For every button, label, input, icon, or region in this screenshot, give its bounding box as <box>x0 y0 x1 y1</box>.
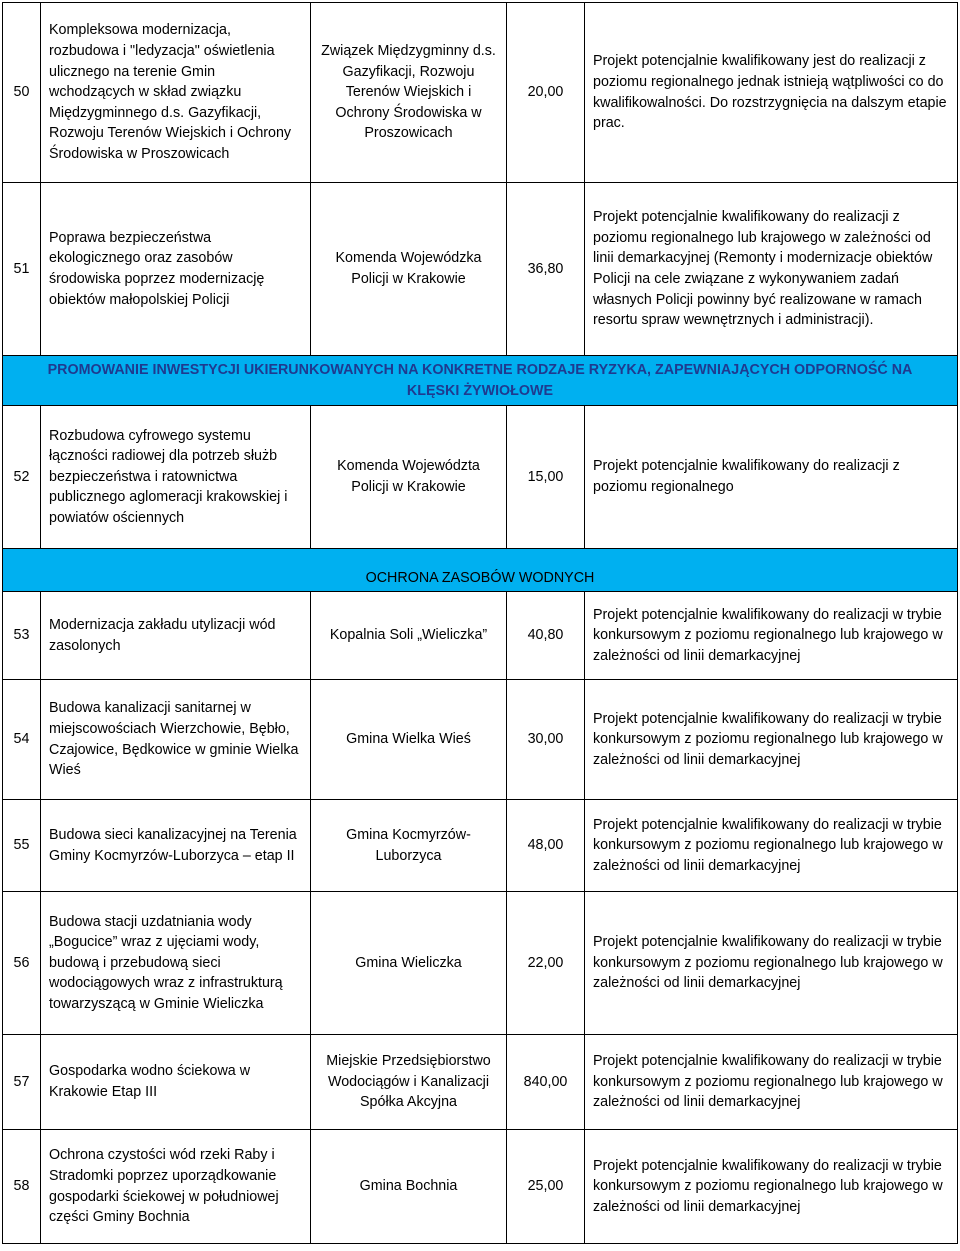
project-name: Gospodarka wodno ściekowa w Krakowie Etap III <box>41 1035 311 1130</box>
section-header <box>3 356 958 406</box>
beneficiary: Gmina Wielka Wieś <box>311 680 507 800</box>
amount: 840,00 <box>507 1035 585 1130</box>
project-name: Rozbudowa cyfrowego systemu łączności radiowej dla potrzeb służb bezpieczeństwa i ratownictwa publicznego aglomeracji krakowskiej i powiatów ościennych <box>41 406 311 549</box>
amount: 30,00 <box>507 680 585 800</box>
row-number: 55 <box>3 800 41 892</box>
project-name: Budowa stacji uzdatniania wody „Bogucice” wraz z ujęciami wody, budową i przebudową sieci wodociągowych wraz z infrastrukturą towarzyszącą w Gminie Wieliczka <box>41 892 311 1035</box>
table-row <box>3 892 958 1035</box>
row-number: 53 <box>3 592 41 680</box>
amount: 20,00 <box>507 3 585 183</box>
amount: 48,00 <box>507 800 585 892</box>
table-row <box>3 1035 958 1130</box>
assessment: Projekt potencjalnie kwalifikowany do realizacji z poziomu regionalnego <box>585 406 958 549</box>
table-row <box>3 800 958 892</box>
row-number: 51 <box>3 183 41 356</box>
project-name: Modernizacja zakładu utylizacji wód zasolonych <box>41 592 311 680</box>
section-title: OCHRONA ZASOBÓW WODNYCH <box>3 549 958 592</box>
beneficiary: Miejskie Przedsiębiorstwo Wodociągów i Kanalizacji Spółka Akcyjna <box>311 1035 507 1130</box>
table-row <box>3 406 958 549</box>
beneficiary: Kopalnia Soli „Wieliczka” <box>311 592 507 680</box>
row-number: 58 <box>3 1130 41 1244</box>
project-name: Kompleksowa modernizacja, rozbudowa i "ledyzacja" oświetlenia ulicznego na terenie Gmin wchodzących w skład związku Międzygminnego d.s. Gazyfikacji, Rozwoju Terenów Wiejskich i Ochrony Środowiska w Proszowicach <box>41 3 311 183</box>
assessment: Projekt potencjalnie kwalifikowany do realizacji w trybie konkursowym z poziomu regionalnego lub krajowego w zależności od linii demarkacyjnej <box>585 1035 958 1130</box>
amount: 36,80 <box>507 183 585 356</box>
project-name: Poprawa bezpieczeństwa ekologicznego oraz zasobów środowiska poprzez modernizację obiektów małopolskiej Policji <box>41 183 311 356</box>
assessment: Projekt potencjalnie kwalifikowany do realizacji z poziomu regionalnego lub krajowego w zależności od linii demarkacyjnej (Remonty i modernizacje obiektów Policji na cele związane z wykonywaniem zadań własnych Policji powinny być realizowane w ramach resortu spraw wewnętrznych i administracji). <box>585 183 958 356</box>
section-title: PROMOWANIE INWESTYCJI UKIERUNKOWANYCH NA KONKRETNE RODZAJE RYZYKA, ZAPEWNIAJĄCYCH ODPORNOŚĆ NA KLĘSKI ŻYWIOŁOWE <box>3 356 958 406</box>
assessment: Projekt potencjalnie kwalifikowany do realizacji w trybie konkursowym z poziomu regionalnego lub krajowego w zależności od linii demarkacyjnej <box>585 592 958 680</box>
assessment: Projekt potencjalnie kwalifikowany do realizacji w trybie konkursowym z poziomu regionalnego lub krajowego w zależności od linii demarkacyjnej <box>585 892 958 1035</box>
beneficiary: Gmina Kocmyrzów-Luborzyca <box>311 800 507 892</box>
row-number: 56 <box>3 892 41 1035</box>
beneficiary: Komenda Województa Policji w Krakowie <box>311 406 507 549</box>
amount: 22,00 <box>507 892 585 1035</box>
section-header <box>3 549 958 592</box>
table-row <box>3 3 958 183</box>
projects-table <box>2 2 958 1244</box>
table-row <box>3 183 958 356</box>
amount: 15,00 <box>507 406 585 549</box>
table-row <box>3 1130 958 1244</box>
project-name: Budowa kanalizacji sanitarnej w miejscowościach Wierzchowie, Bębło, Czajowice, Będkowice w gminie Wielka Wieś <box>41 680 311 800</box>
assessment: Projekt potencjalnie kwalifikowany do realizacji w trybie konkursowym z poziomu regionalnego lub krajowego w zależności od linii demarkacyjnej <box>585 800 958 892</box>
row-number: 54 <box>3 680 41 800</box>
amount: 25,00 <box>507 1130 585 1244</box>
beneficiary: Gmina Bochnia <box>311 1130 507 1244</box>
table-row <box>3 592 958 680</box>
row-number: 52 <box>3 406 41 549</box>
assessment: Projekt potencjalnie kwalifikowany do realizacji w trybie konkursowym z poziomu regionalnego lub krajowego w zależności od linii demarkacyjnej <box>585 1130 958 1244</box>
row-number: 50 <box>3 3 41 183</box>
beneficiary: Komenda Wojewódzka Policji w Krakowie <box>311 183 507 356</box>
row-number: 57 <box>3 1035 41 1130</box>
beneficiary: Gmina Wieliczka <box>311 892 507 1035</box>
assessment: Projekt potencjalnie kwalifikowany do realizacji w trybie konkursowym z poziomu regionalnego lub krajowego w zależności od linii demarkacyjnej <box>585 680 958 800</box>
beneficiary: Związek Międzygminny d.s. Gazyfikacji, Rozwoju Terenów Wiejskich i Ochrony Środowiska w Proszowicach <box>311 3 507 183</box>
assessment: Projekt potencjalnie kwalifikowany jest do realizacji z poziomu regionalnego jednak istnieją wątpliwości co do kwalifikowalności. Do rozstrzygnięcia na dalszym etapie prac. <box>585 3 958 183</box>
project-name: Ochrona czystości wód rzeki Raby i Stradomki poprzez uporządkowanie gospodarki ściekowej w południowej części Gminy Bochnia <box>41 1130 311 1244</box>
amount: 40,80 <box>507 592 585 680</box>
table-row <box>3 680 958 800</box>
project-name: Budowa sieci kanalizacyjnej na Terenia Gminy Kocmyrzów-Luborzyca – etap II <box>41 800 311 892</box>
